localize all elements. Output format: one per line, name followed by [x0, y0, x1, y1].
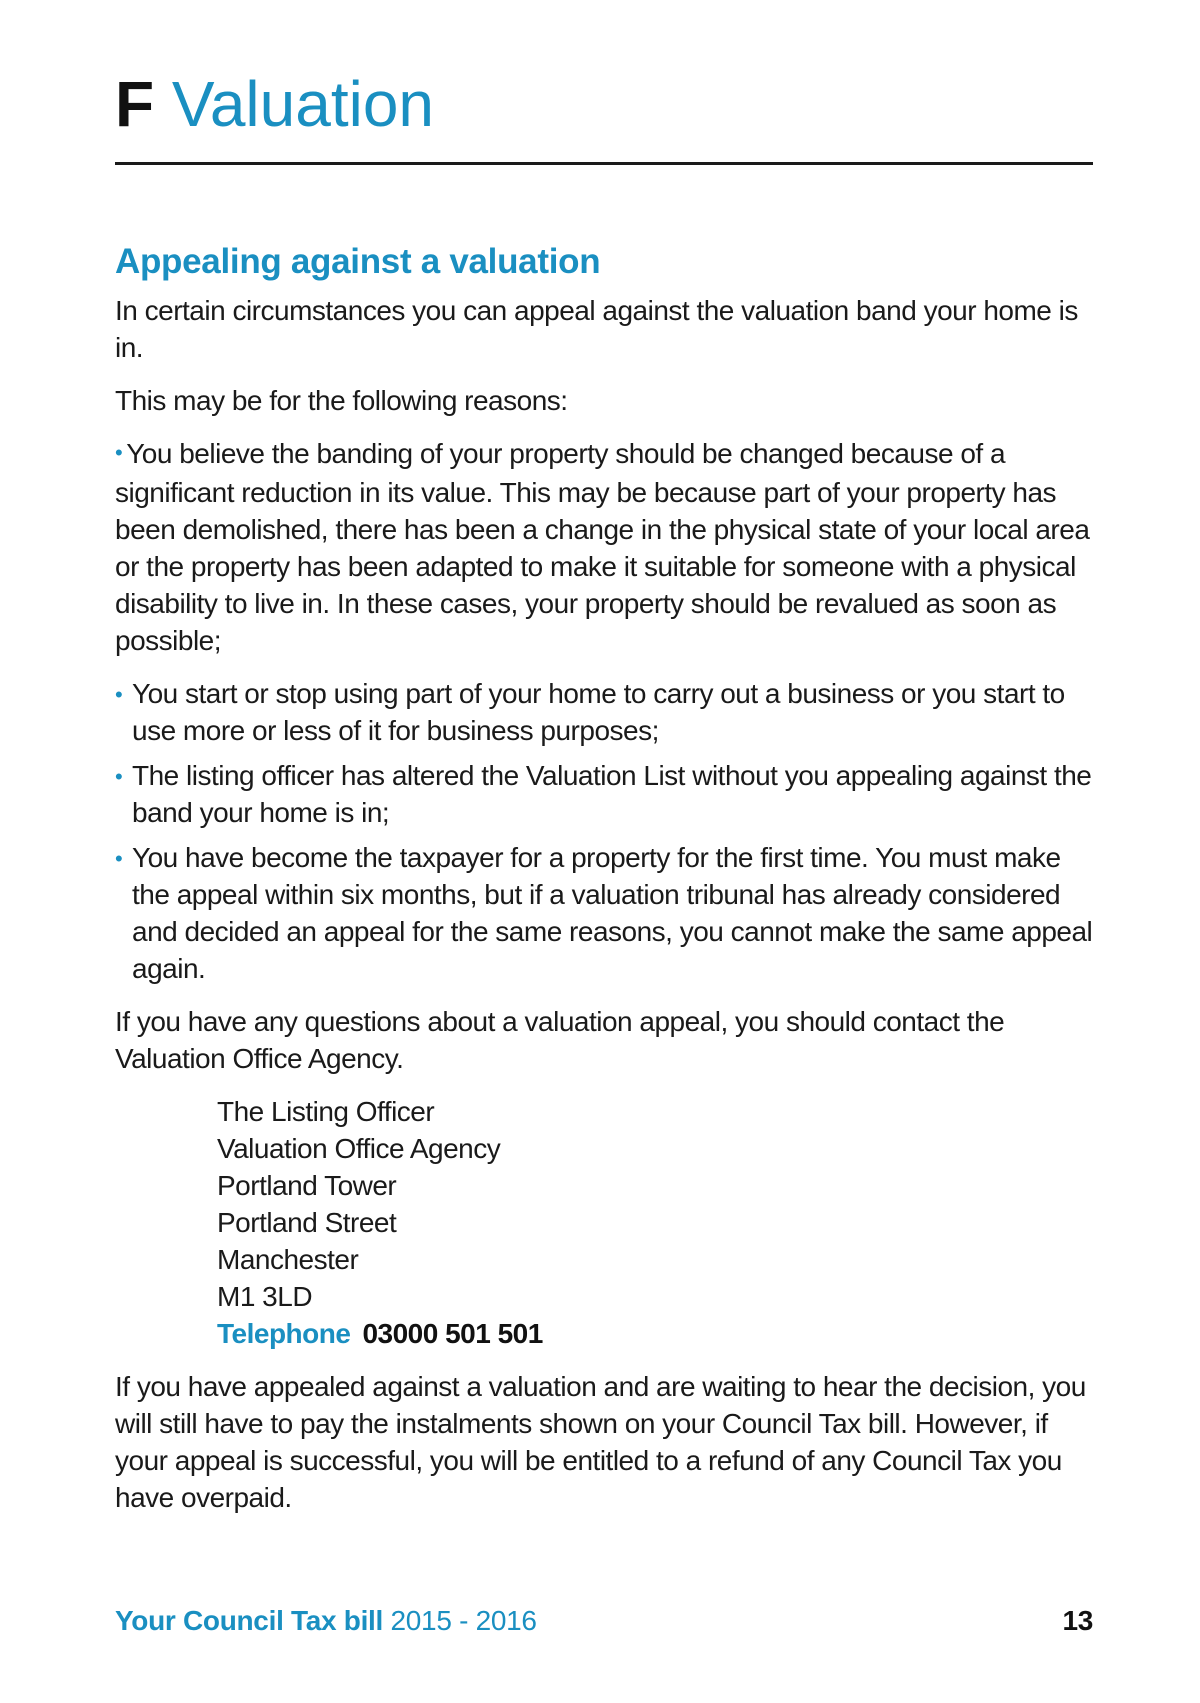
reasons-list — [115, 675, 1095, 987]
title-divider — [115, 162, 1093, 165]
section-title — [115, 68, 434, 140]
intro-paragraph: In certain circumstances you can appeal against the valuation band your home is in. — [115, 295, 1078, 363]
section-letter: F — [115, 68, 155, 140]
contact-intro: If you have any questions about a valuation appeal, you should contact the Valuation Office Agency. — [115, 1006, 1005, 1074]
reason-item — [115, 435, 1095, 659]
main-content — [115, 240, 1095, 1532]
bullet-icon: • — [115, 440, 123, 465]
page-number: 13 — [1062, 1605, 1093, 1636]
address-line: The Listing Officer — [217, 1096, 435, 1127]
bullet-icon: • — [115, 846, 123, 871]
telephone-number[interactable]: 03000 501 501 — [362, 1318, 543, 1349]
reason-text: You start or stop using part of your home to carry out a business or you start to use more or less of it for business purposes; — [132, 678, 1065, 746]
reason-text: The listing officer has altered the Valuation List without you appealing against the band your home is in; — [132, 760, 1092, 828]
telephone-row — [217, 1315, 1095, 1352]
document-page — [115, 0, 1095, 1703]
address-line: Portland Street — [217, 1207, 397, 1238]
reason-item — [115, 757, 1095, 831]
reason-item — [115, 675, 1095, 749]
address-line: Manchester — [217, 1244, 359, 1275]
subsection-heading: Appealing against a valuation — [115, 242, 601, 281]
page-footer — [115, 1603, 1093, 1639]
reason-item — [115, 839, 1095, 987]
address-line: Portland Tower — [217, 1170, 397, 1201]
reasons-intro: This may be for the following reasons: — [115, 385, 568, 416]
reason-text: You have become the taxpayer for a property for the first time. You must make the appeal within six months, but if a valuation tribunal has already considered and decided an appeal for the same reasons, you cannot make the same appeal again. — [132, 842, 1093, 984]
reasons-list-first — [115, 435, 1095, 659]
contact-address — [217, 1093, 1095, 1352]
address-line: Valuation Office Agency — [217, 1133, 501, 1164]
closing-paragraph: If you have appealed against a valuation and are waiting to hear the decision, you will still have to pay the instalments shown on your Council Tax bill. However, if your appeal is successful, you will be entitled to a refund of any Council Tax you have overpaid. — [115, 1371, 1086, 1513]
telephone-label: Telephone — [217, 1318, 351, 1349]
footer-years: 2015 - 2016 — [390, 1605, 537, 1636]
section-name: Valuation — [171, 68, 434, 140]
bullet-icon: • — [115, 682, 123, 707]
reason-text: You believe the banding of your property should be changed because of a significant reduction in its value. This may be because part of your property has been demolished, there has been a change in the physical state of your local area or the property has been adapted to make it suitable for someone with a physical disability to live in. In these cases, your property should be revalued as soon as possible; — [115, 438, 1090, 656]
bullet-icon: • — [115, 764, 123, 789]
address-line: M1 3LD — [217, 1281, 313, 1312]
footer-title: Your Council Tax bill — [115, 1605, 384, 1636]
